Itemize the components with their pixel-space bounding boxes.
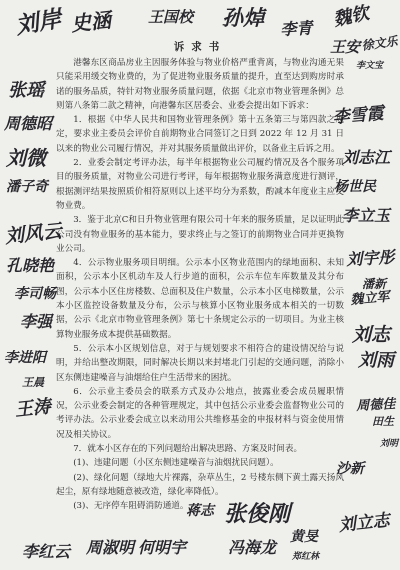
document-title: 诉求书: [173, 41, 227, 53]
handwritten-signature: 张瑶: [8, 80, 44, 101]
handwritten-signature: 王国校: [148, 8, 194, 26]
handwritten-signature: 田生: [372, 415, 394, 428]
handwritten-signature: 李雪霞: [331, 103, 385, 128]
handwritten-signature: 王安: [330, 38, 361, 56]
handwritten-signature: 刘岸: [13, 6, 64, 40]
handwritten-signature: 刘风云: [3, 220, 63, 248]
handwritten-signature: 潘子奇: [6, 179, 48, 195]
demand-item: 5．公示本小区规划信息，对于与规划要求不相符合的建设情况给与说明，并给出整改期限，同时解决长期以来封堵北门引起的交通问题，消除小区东侧违建噪音与油烟给住户生活带来的困扰。: [56, 343, 344, 383]
handwritten-signature: 黄旻: [290, 529, 318, 545]
handwritten-signature: 李立玉: [342, 206, 391, 225]
intro-paragraph: 港馨东区商品房业主因服务体验与物业价格严重背离，与物业沟通无果只能采用缓交物业费的，为了促进物业服务质量的提升，直至达到购房时承诺的服务品质，特针对物业服务质量问题，依据《北京市物业管理条例》总则第八条第二款之精神，向港馨东区居委会、业委会提出如下诉求：: [56, 58, 344, 111]
handwritten-signature: 蒋志: [186, 503, 214, 519]
handwritten-signature: 沙新: [336, 461, 364, 477]
handwritten-signature: 刘立志: [337, 510, 391, 536]
handwritten-signature: 孔晓艳: [6, 256, 55, 275]
handwritten-signature: 孙焯: [222, 6, 264, 30]
handwritten-signature: 郑红林: [292, 552, 320, 562]
handwritten-signature: 张俊刚: [224, 502, 291, 527]
demand-item: 1．根据《中华人民共和国物业管理条例》第十五条第三与第四款之规定，要求业主委员会评价自前期物业合同签订之日到 2022 年 12 月 31 日以来的物业公司履行情况，并对其服务质量做出评价，以备业主后诉之用。: [56, 115, 344, 154]
handwritten-signature: 李青: [279, 18, 313, 39]
demand-item: 2．业委会制定考评办法，每半年根据物业公司履约情况及各个服务项目的服务质量，对物业公司进行考评，每年根据物业服务满意度进行测评，根据测评结果按照质价相符原则以上述平均分为系数，酌减本年度业主应交物业费。: [56, 158, 344, 211]
handwritten-signature: 周德佳: [355, 396, 396, 414]
handwritten-signature: 徐文乐: [360, 33, 399, 53]
handwritten-signature: 李文宝: [356, 61, 384, 71]
handwritten-signature: 刘宇彤: [345, 247, 395, 269]
handwritten-signature: 何明宇: [138, 538, 187, 557]
demand-item: 7．就本小区存在的下列问题给出解决思路、方案及时间表。: [73, 444, 303, 455]
handwritten-signature: 刘志: [352, 324, 391, 346]
handwritten-signature: 冯海龙: [228, 538, 277, 557]
handwritten-signature: 王晨: [22, 376, 44, 389]
petition-body: [56, 56, 344, 514]
sub-issue-item: (1)、违建问题（小区东侧违建噪音与油烟扰民问题）。: [73, 458, 279, 469]
demand-item: 4．公示物业服务项目明细。公示本小区物业范围内的绿地面积、未知面积，公示本小区机动车及人行步道的面积，公示车位车库数量及其分布图，公示本小区住房楼数、总面积及住户数量，公示本小区电梯数量，公示本小区监控设备数量及分布，公示与核算小区物业服务成本相关的一切数据，公示《北京市物业管理条例》第七十条规定公示的一切项目。为业主核算物业服务成本提供基础数据。: [56, 258, 344, 340]
handwritten-signature: 周淑明: [86, 538, 135, 557]
handwritten-signature: 潘新: [362, 277, 387, 291]
handwritten-signature: 杨世民: [334, 179, 376, 195]
handwritten-signature: 李强: [20, 312, 53, 331]
handwritten-signature: 李红云: [22, 542, 71, 561]
handwritten-signature: 周德昭: [4, 114, 53, 133]
handwritten-signature: 李进阳: [4, 350, 46, 366]
sub-issue-item: (2)、绿化问题（绿地大片裸露，杂草丛生，2 号楼东侧下黄土露天扬风起尘，原有绿地随意被改造，绿化率降低）。: [56, 472, 344, 497]
handwritten-signature: 王涛: [13, 396, 52, 421]
handwritten-signature: 刘微: [6, 146, 46, 170]
handwritten-signature: 魏钦: [331, 2, 372, 31]
handwritten-signature: 李司畅: [14, 286, 56, 302]
handwritten-signature: 刘志江: [342, 148, 391, 167]
handwritten-signature: 史涵: [69, 7, 113, 36]
demand-item: 6．公示业主委员会的联系方式及办公地点，披露业委会成员履职情况，公示业委会制定的各种管理规定，其中包括公示业委会监督物业公司的考评办法。公示业委会成立以来动用公共维修基金的申报材料与资金使用情况及相关协议。: [56, 386, 344, 440]
demand-item: 3．鉴于北京C和日升物业管理有限公司十年来的服务质量，足以证明此公司没有物业服务的基本能力，要求终止与之签订的前期物业合同并更换物业公司。: [56, 215, 344, 254]
sub-issue-item: (3)、无序停车阻碍消防通道。: [73, 501, 189, 512]
handwritten-signature: 刘雨: [358, 350, 394, 371]
handwritten-signature: 魏立军: [349, 289, 391, 308]
handwritten-signature: 刘明: [380, 439, 399, 449]
